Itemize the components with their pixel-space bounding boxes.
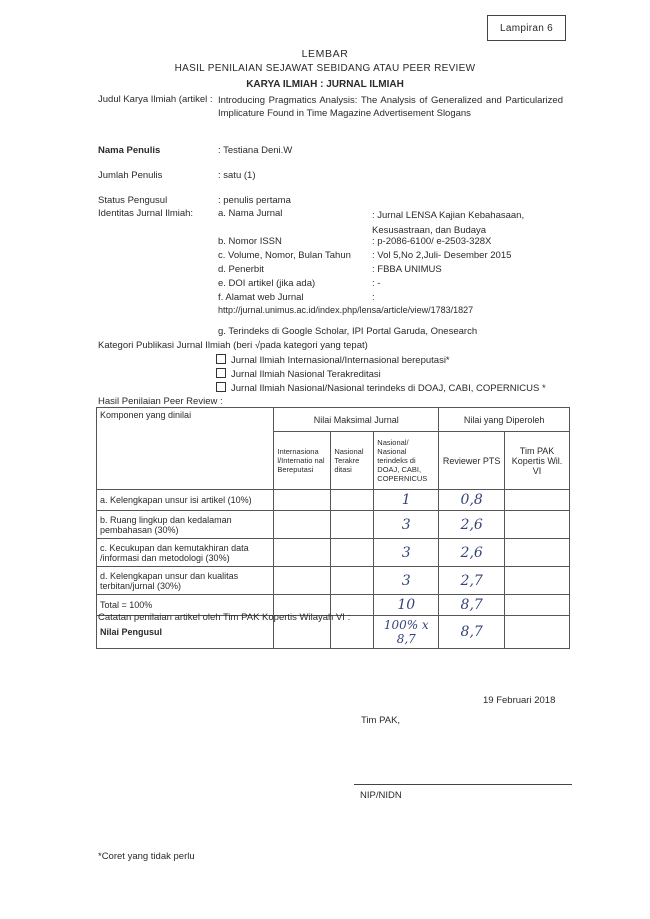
signature-date: 19 Februari 2018	[483, 695, 556, 706]
judul-label: Judul Karya Ilmiah (artikel :	[98, 94, 213, 105]
penerbit-value: : FBBA UNIMUS	[372, 264, 442, 275]
row-label: c. Kecukupan dan kemutakhiran data /informasi dan metodologi (30%)	[97, 539, 274, 567]
header-nasional-terakreditasi: Nasional Terakre ditasi	[331, 432, 374, 490]
issn-label: b. Nomor ISSN	[218, 236, 282, 247]
kategori-label: Kategori Publikasi Jurnal Ilmiah (beri √pada kategori yang tepat)	[98, 340, 368, 351]
doc-title-lembar: LEMBAR	[301, 48, 349, 60]
doc-title-hasil: HASIL PENILAIAN SEJAWAT SEBIDANG ATAU PEER REVIEW	[174, 63, 476, 74]
row-reviewer-score: 0,8	[439, 490, 505, 511]
status-value: : penulis pertama	[218, 195, 291, 206]
row-max-value: 3	[374, 511, 439, 539]
row-reviewer-score: 2,6	[439, 511, 505, 539]
judul-text: Introducing Pragmatics Analysis: The Analysis of Generalized and Particularized Implicature Found in Time Magazine Advertisement Slogans	[218, 95, 563, 119]
pengusul-label: Nilai Pengusul	[97, 616, 274, 649]
row-label: a. Kelengkapan unsur isi artikel (10%)	[97, 490, 274, 511]
pengusul-max-value: 100% x 8,7	[374, 616, 439, 649]
jumlah-penulis-label: Jumlah Penulis	[98, 170, 163, 181]
header-komponen: Komponen yang dinilai	[97, 408, 274, 490]
lampiran-label: Lampiran 6	[499, 22, 554, 34]
row-reviewer-score: 2,6	[439, 539, 505, 567]
issn-value: : p-2086-6100/ e-2503-328X	[372, 236, 492, 247]
row-reviewer-score: 2,7	[439, 567, 505, 595]
doi-label: e. DOI artikel (jika ada)	[218, 278, 316, 289]
table-row	[97, 539, 570, 567]
terindeks-label: g. Terindeks di Google Scholar, IPI Portal Garuda, Onesearch	[218, 326, 478, 337]
nama-penulis-value: : Testiana Deni.W	[218, 145, 293, 156]
nip-label: NIP/NIDN	[360, 790, 402, 801]
lampiran-box	[487, 15, 566, 41]
footnote: *Coret yang tidak perlu	[98, 851, 195, 862]
header-nilai-maksimal: Nilai Maksimal Jurnal	[274, 408, 439, 432]
kategori-option-terindeks	[216, 382, 546, 394]
signature-line	[354, 784, 572, 785]
row-max-value: 3	[374, 567, 439, 595]
penerbit-label: d. Penerbit	[218, 264, 264, 275]
row-max-value: 3	[374, 539, 439, 567]
doi-value: : -	[372, 278, 381, 289]
web-label: f. Alamat web Jurnal	[218, 292, 304, 303]
header-internasional: Internasiona l/Internatio nal Bereputasi	[274, 432, 331, 490]
row-label: d. Kelengkapan unsur dan kualitas terbitan/jurnal (30%)	[97, 567, 274, 595]
tim-pak-label: Tim PAK,	[361, 715, 401, 726]
jurnal-url: http://jurnal.unimus.ac.id/index.php/lensa/article/view/1783/1827	[218, 305, 474, 315]
kategori-option-label: Jurnal Ilmiah Nasional Terakreditasi	[231, 369, 381, 380]
header-tim-pak: Tim PAK Kopertis Wil. VI	[505, 432, 570, 490]
header-reviewer: Reviewer PTS	[439, 432, 505, 490]
nama-jurnal-value: : Jurnal LENSA Kajian Kebahasaan, Kesusastraan, dan Budaya	[372, 210, 525, 236]
volume-value: : Vol 5,No 2,Juli- Desember 2015	[372, 250, 512, 261]
nama-jurnal-label: a. Nama Jurnal	[218, 208, 283, 219]
pengusul-reviewer-score: 8,7	[439, 616, 505, 649]
row-max-value: 1	[374, 490, 439, 511]
checkbox-icon	[216, 368, 226, 378]
jumlah-penulis-value: : satu (1)	[218, 170, 256, 181]
doc-title-karya: KARYA ILMIAH : JURNAL ILMIAH	[246, 79, 404, 90]
volume-label: c. Volume, Nomor, Bulan Tahun	[218, 250, 351, 261]
identitas-label: Identitas Jurnal Ilmiah:	[98, 208, 194, 219]
checkbox-icon	[216, 382, 226, 392]
table-row	[97, 511, 570, 539]
checkbox-icon	[216, 354, 226, 364]
nama-penulis-label: Nama Penulis	[98, 145, 161, 156]
header-nilai-diperoleh: Nilai yang Diperoleh	[439, 408, 570, 432]
total-label: Total = 100%	[97, 595, 274, 616]
total-reviewer-score: 8,7	[439, 595, 505, 616]
status-label: Status Pengusul	[98, 195, 168, 206]
header-nasional-terindeks: Nasional/ Nasional terindeks di DOAJ, CABI, COPERNICUS	[374, 432, 439, 490]
kategori-option-label: Jurnal Ilmiah Nasional/Nasional terindeks di DOAJ, CABI, COPERNICUS *	[231, 383, 546, 394]
catatan-label: Catatan penilaian artikel oleh Tim PAK Kopertis Wilayah VI :	[98, 612, 351, 623]
row-label: b. Ruang lingkup dan kedalaman pembahasan (30%)	[97, 511, 274, 539]
table-row	[97, 490, 570, 511]
hasil-label: Hasil Penilaian Peer Review :	[98, 396, 223, 407]
web-value: :	[372, 292, 375, 303]
table-row	[97, 567, 570, 595]
total-max-value: 10	[374, 595, 439, 616]
kategori-option-terakreditasi	[216, 368, 381, 380]
kategori-option-label: Jurnal Ilmiah Internasional/Internasional bereputasi*	[231, 355, 450, 366]
kategori-option-internasional	[216, 354, 450, 366]
